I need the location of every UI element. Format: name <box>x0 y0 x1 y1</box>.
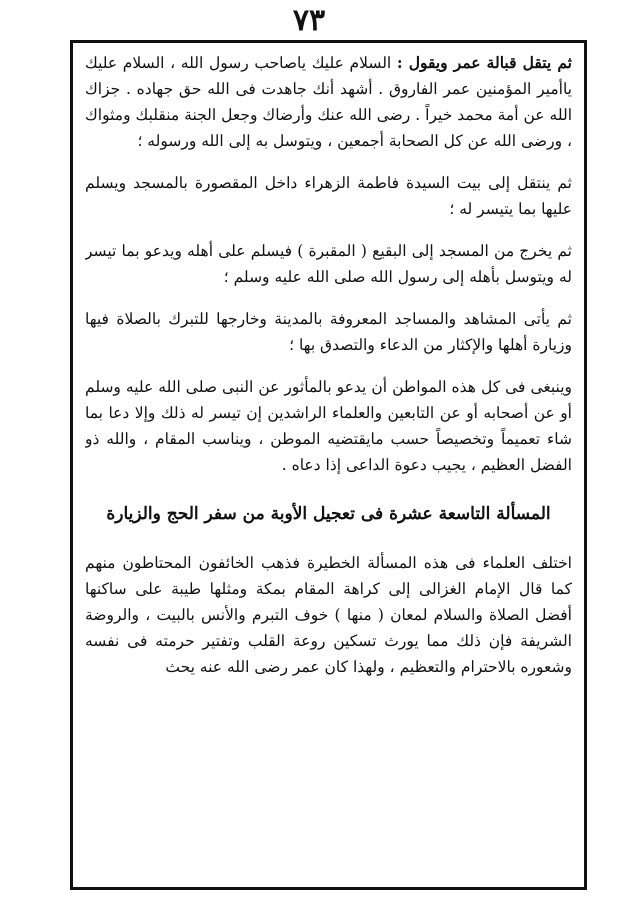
paragraph-body: السلام عليك ياصاحب رسول الله ، السلام عليك ياأمير المؤمنين عمر الفاروق . أشهد أنك جاهدت فى الله حق جهاده . جزاك الله عن أمة محمد خيراً . رضى الله عنك وأرضاك وجعل الجنة منقلبك ومثواك ، ورضى الله عن كل الصحابة أجمعين ، ويتوسل به إلى الله ورسوله ؛ <box>85 54 572 150</box>
paragraph-scholars: اختلف العلماء فى هذه المسألة الخطيرة فذهب الخائفون المحتاطون منهم كما قال الإمام الغزالى إلى كراهة المقام بمكة ومثلها طيبة على ساكنها أفضل الصلاة والسلام لمعان ( منها ) خوف التبرم والأنس بالبيت ، والروضة الشريفة فإن ذلك مما يورث تسكين روعة القلب وتفتير حرمته فى نفسه وشعوره بالاحترام والتعظيم ، ولهذا كان عمر رضى الله عنه يحث <box>85 554 572 676</box>
text-block <box>85 50 572 880</box>
page-number: ٧٣ <box>292 3 326 38</box>
paragraph-shrines: ثم يأتى المشاهد والمساجد المعروفة بالمدينة وخارجها للتبرك بالصلاة فيها وزيارة أهلها والإكثار من الدعاء والتصدق بها ؛ <box>85 310 572 354</box>
paragraph-baqi: ثم يخرج من المسجد إلى البقيع ( المقبرة ) فيسلم على أهله ويدعو بما تيسر له ويتوسل بأهله إلى رسول الله صلى الله عليه وسلم ؛ <box>85 242 572 286</box>
section-heading: المسألة التاسعة عشرة فى تعجيل الأوبة من سفر الحج والزيارة <box>106 504 551 524</box>
paragraph-umar-greeting <box>85 50 572 154</box>
paragraph-fatima: ثم ينتقل إلى بيت السيدة فاطمة الزهراء داخل المقصورة بالمسجد ويسلم عليها بما يتيسر له ؛ <box>85 174 572 218</box>
paragraph-lead: ثم يتقل قبالة عمر ويقول : <box>396 53 572 72</box>
paragraph-supplication: وينبغى فى كل هذه المواطن أن يدعو بالمأثور عن النبى صلى الله عليه وسلم أو عن أصحابه أو عن التابعين والعلماء الراشدين إن تيسر له ذلك وإلا دعا بما شاء تعميماً وتخصيصاً حسب مايقتضيه الموطن ، ويناسب المقام ، والله ذو الفضل العظيم ، يجيب دعوة الداعى إذا دعاه . <box>85 378 572 474</box>
